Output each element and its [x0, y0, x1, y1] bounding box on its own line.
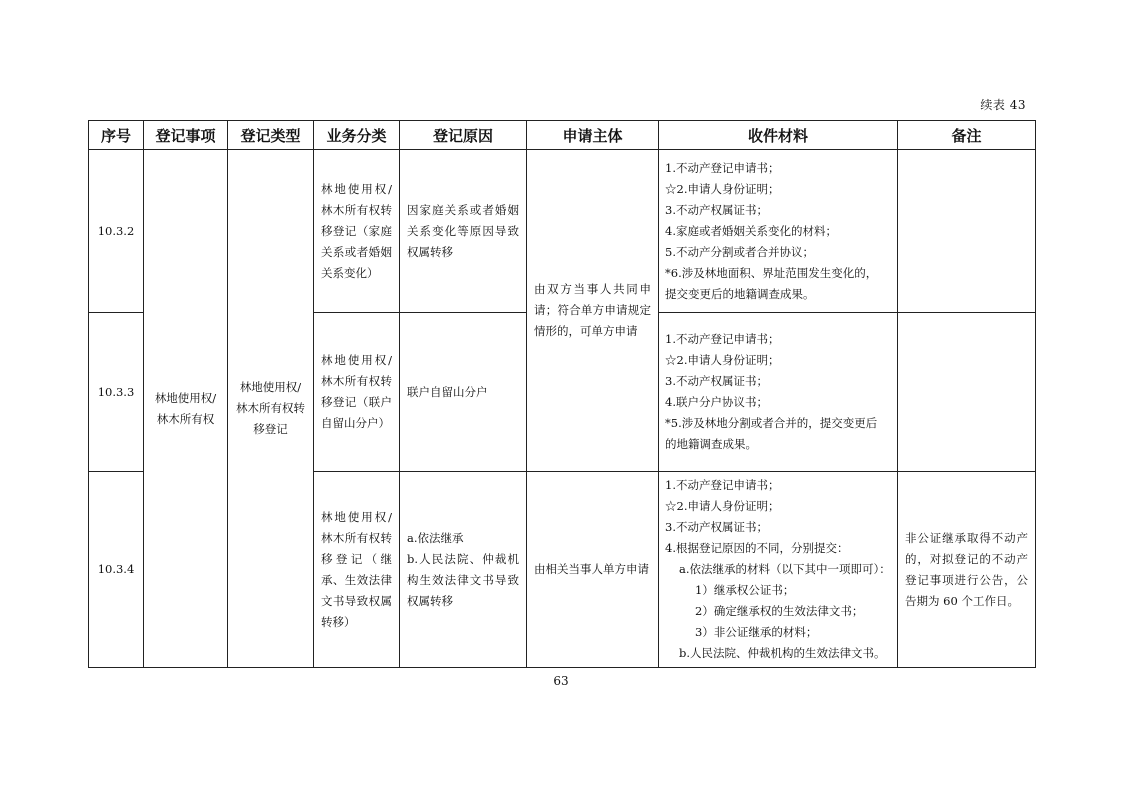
header-applicant: 申请主体 [527, 121, 659, 150]
material-subline: 2）确定继承权的生效法律文书； [695, 604, 864, 618]
material-line: 1.不动产登记申请书； [665, 332, 780, 346]
row-category: 林地使用权/林木所有权转移登记（联户自留山分户） [314, 313, 400, 472]
table-row [89, 150, 1036, 313]
material-line: 3.不动产权属证书； [665, 202, 768, 217]
material-line: 提交变更后的地籍调查成果。 [665, 286, 815, 301]
material-line: 1.不动产登记申请书； [665, 478, 780, 492]
material-subline: a.依法继承的材料（以下其中一项即可）： [679, 562, 891, 576]
header-reason: 登记原因 [400, 121, 527, 150]
merged-registration-item: 林地使用权/林木所有权 [144, 150, 228, 668]
header-materials: 收件材料 [659, 121, 898, 150]
header-item: 登记事项 [144, 121, 228, 150]
material-line: ☆2.申请人身份证明； [665, 499, 780, 513]
row-materials [659, 472, 898, 668]
material-subline: 3）非公证继承的材料； [695, 625, 818, 639]
material-line: 的地籍调查成果。 [665, 437, 757, 451]
material-line: ☆2.申请人身份证明； [665, 353, 780, 367]
row-remark [898, 313, 1036, 472]
material-line: 4.家庭或者婚姻关系变化的材料； [665, 223, 837, 238]
row-category: 林地使用权/林木所有权转移登记（家庭关系或者婚姻关系变化） [314, 150, 400, 313]
page-number: 63 [553, 674, 569, 688]
row-materials [659, 150, 898, 313]
header-seq: 序号 [89, 121, 144, 150]
continued-table-label: 续表 43 [980, 98, 1026, 112]
merged-applicant: 由双方当事人共同申请；符合单方申请规定情形的，可单方申请 [527, 150, 659, 472]
header-type: 登记类型 [228, 121, 314, 150]
merged-registration-type: 林地使用权/林木所有权转移登记 [228, 150, 314, 668]
header-category: 业务分类 [314, 121, 400, 150]
material-line: 4.联户分户协议书； [665, 395, 768, 409]
row-reason [400, 472, 527, 668]
material-line: ☆2.申请人身份证明； [665, 181, 780, 196]
row-applicant: 由相关当事人单方申请 [527, 472, 659, 668]
row-remark: 非公证继承取得不动产的，对拟登记的不动产登记事项进行公告，公告期为 60 个工作日。 [898, 472, 1036, 668]
reason-option-b: b.人民法院、仲裁机构生效法律文书导致权属转移 [407, 551, 519, 608]
reason-option-a: a.依法继承 [407, 530, 464, 545]
header-row [89, 121, 1036, 150]
row-seq: 10.3.3 [89, 313, 144, 472]
row-reason: 因家庭关系或者婚姻关系变化等原因导致权属转移 [400, 150, 527, 313]
material-line: 4.根据登记原因的不同，分别提交： [665, 541, 849, 555]
row-seq: 10.3.4 [89, 472, 144, 668]
material-line: *6.涉及林地面积、界址范围发生变化的， [665, 265, 878, 280]
row-seq: 10.3.2 [89, 150, 144, 313]
material-line: 5.不动产分割或者合并协议； [665, 244, 814, 259]
material-line: 3.不动产权属证书； [665, 520, 768, 534]
row-category: 林地使用权/林木所有权转移登记（继承、生效法律文书导致权属转移） [314, 472, 400, 668]
material-line: *5.涉及林地分割或者合并的，提交变更后 [665, 416, 878, 430]
material-subline: b.人民法院、仲裁机构的生效法律文书。 [679, 646, 886, 660]
registration-table [88, 120, 1036, 668]
material-line: 3.不动产权属证书； [665, 374, 768, 388]
header-remark: 备注 [898, 121, 1036, 150]
row-remark [898, 150, 1036, 313]
material-line: 1.不动产登记申请书； [665, 160, 780, 175]
material-subline: 1）继承权公证书； [695, 583, 795, 597]
row-materials [659, 313, 898, 472]
row-reason: 联户自留山分户 [400, 313, 527, 472]
